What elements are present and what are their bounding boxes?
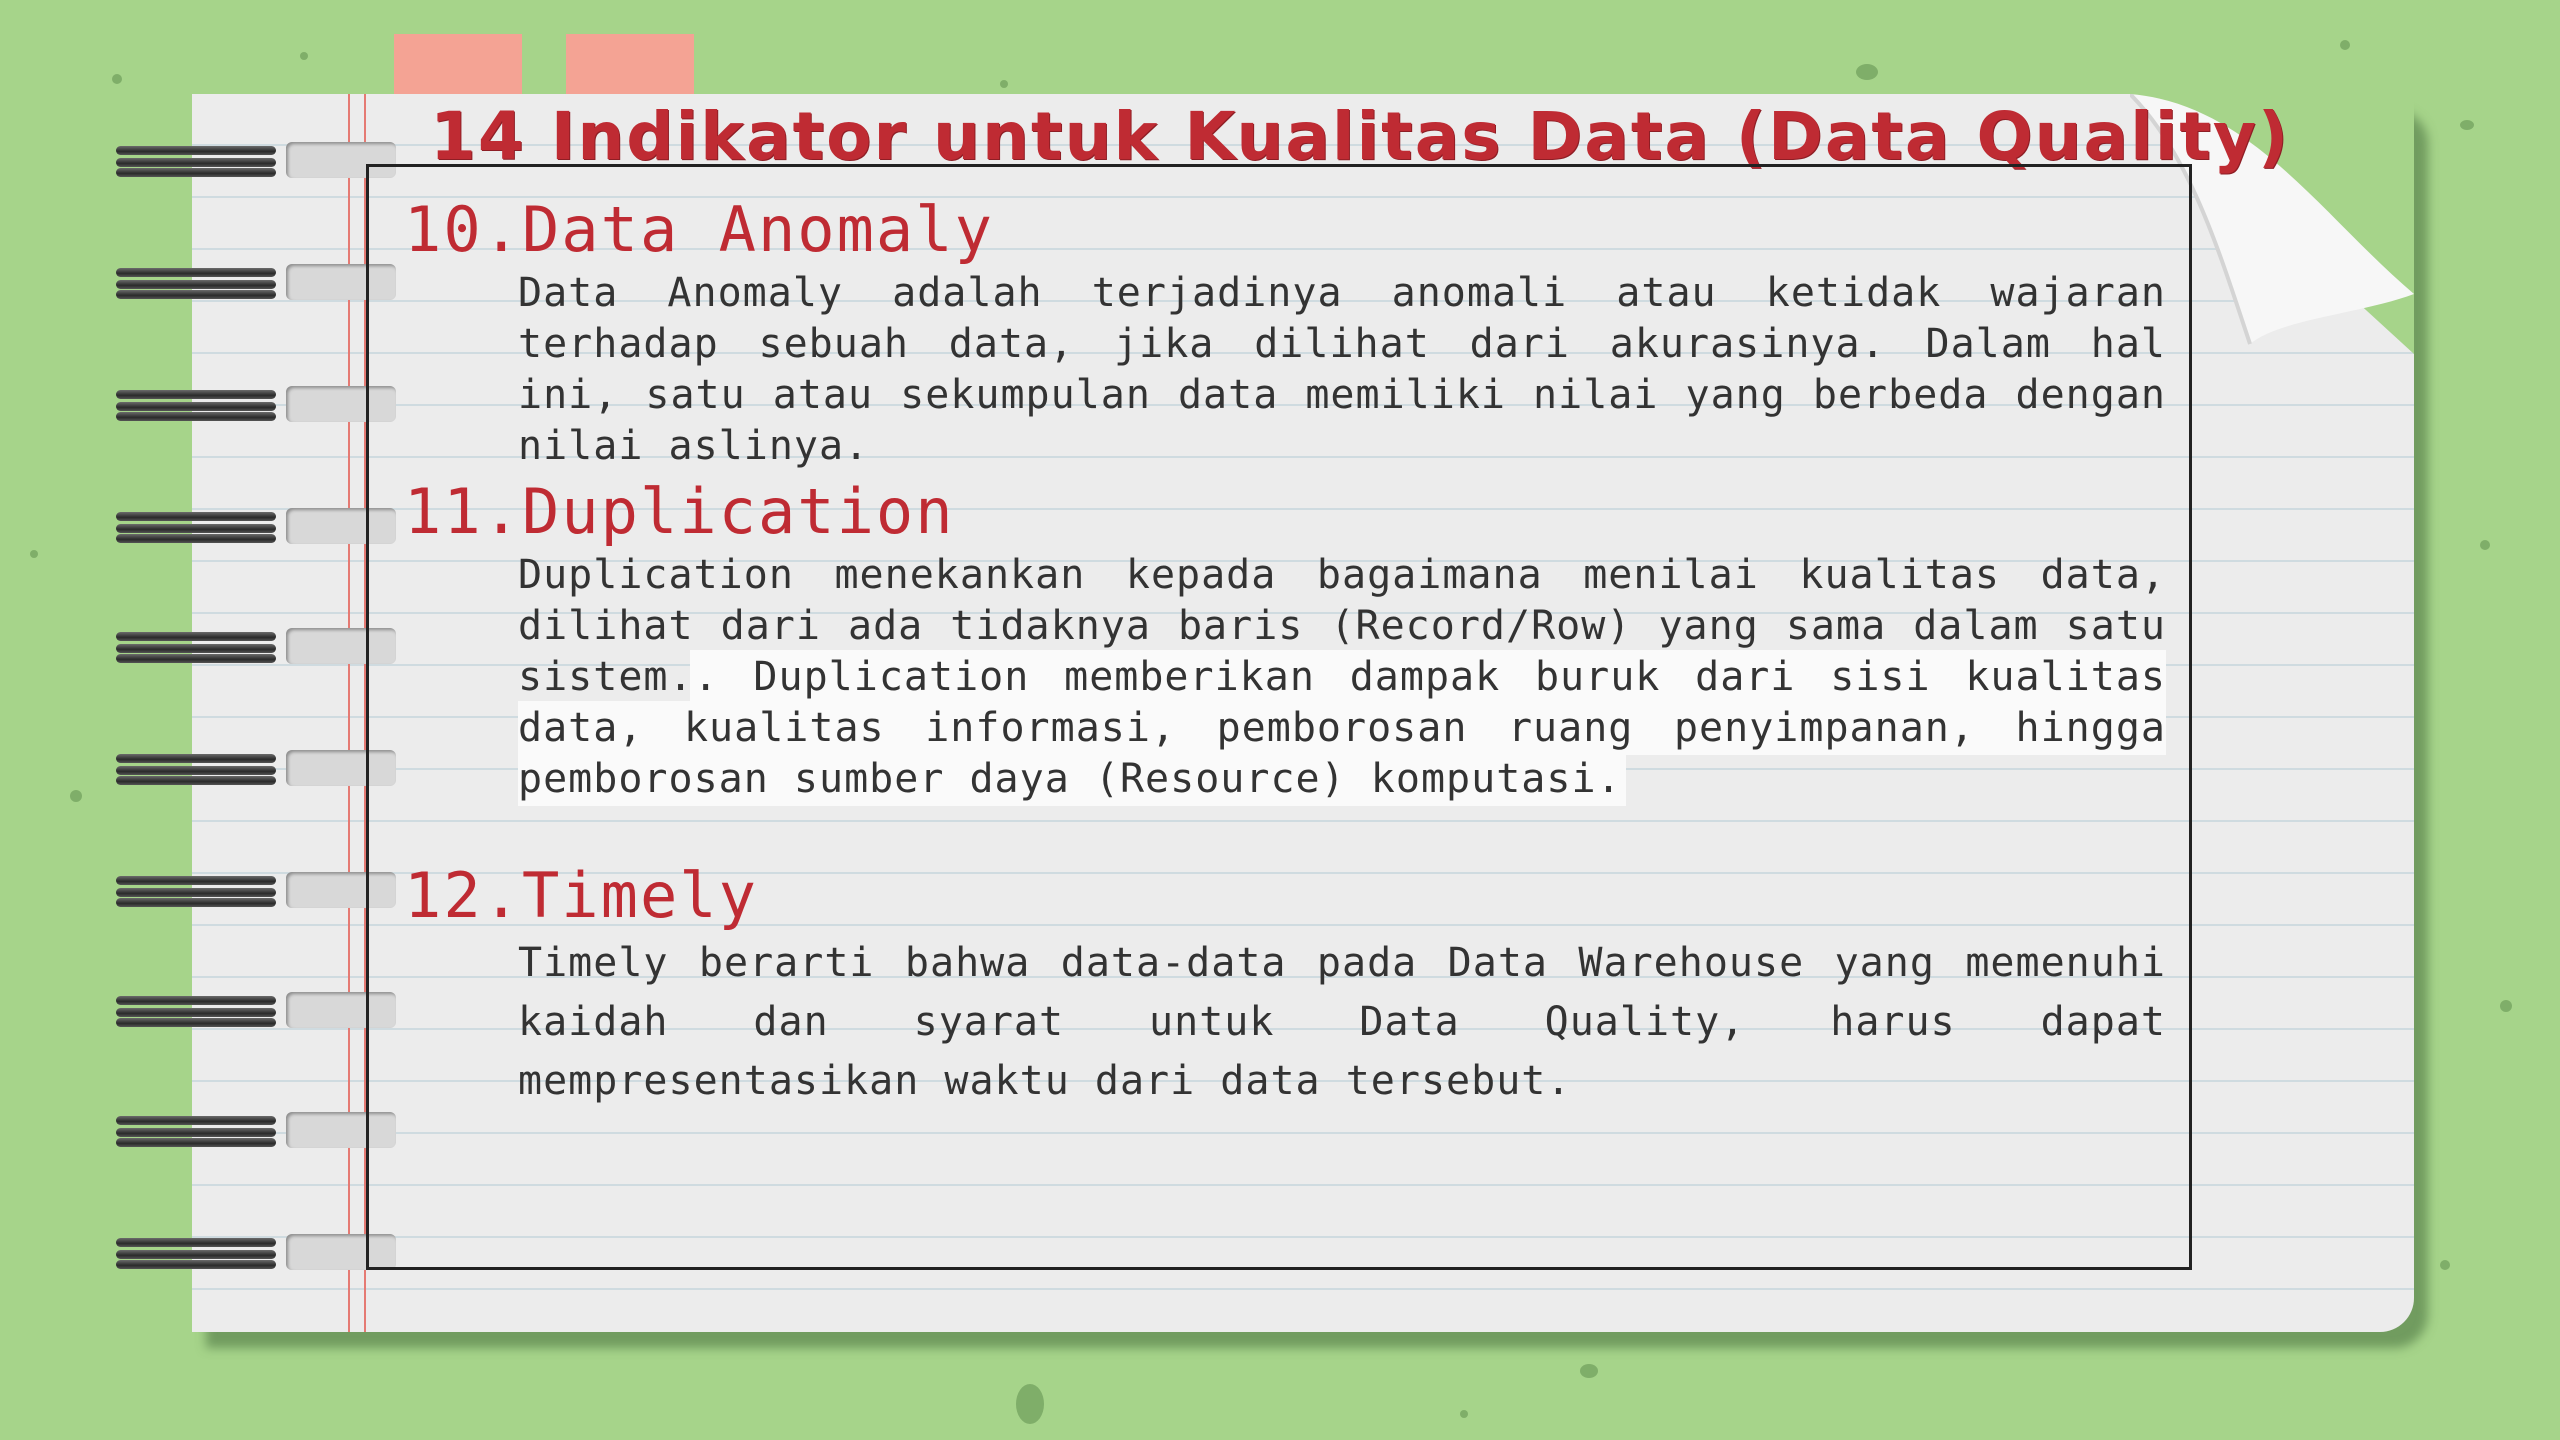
spiral-ring <box>116 866 280 910</box>
background-speck <box>1000 80 1008 88</box>
spiral-ring <box>116 744 280 788</box>
background-speck <box>2440 1260 2450 1270</box>
background-speck <box>2480 540 2490 550</box>
background-speck <box>2340 40 2350 50</box>
section-heading-data-anomaly: 10.Data Anomaly <box>404 193 994 266</box>
section-body-duplication <box>518 550 2166 805</box>
background-speck <box>70 790 82 802</box>
page-title: 14 Indikator untuk Kualitas Data (Data Quality) <box>429 98 2291 175</box>
section-body-timely: Timely berarti bahwa data-data pada Data Warehouse yang memenuhi kaidah dan syarat untuk Data Quality, harus dapat mempresentasikan waktu dari data tersebut. <box>518 940 2166 1104</box>
notebook-tab <box>394 34 522 98</box>
spiral-ring <box>116 1228 280 1272</box>
spiral-ring <box>116 502 280 546</box>
spiral-ring <box>116 1106 280 1150</box>
section-body-data-anomaly: Data Anomaly adalah terjadinya anomali atau ketidak wajaran terhadap sebuah data, jika dilihat dari akurasinya. Dalam hal ini, satu atau sekumpulan data memiliki nilai yang berbeda dengan nilai aslinya. <box>518 270 2166 469</box>
spiral-ring <box>116 258 280 302</box>
background-speck <box>1016 1384 1044 1424</box>
background-speck <box>2460 120 2474 130</box>
spiral-ring <box>116 986 280 1030</box>
duplication-body-highlight: . Duplication memberikan dampak buruk dari sisi kualitas data, kualitas informasi, pemborosan ruang penyimpanan, hingga pemborosan sumber daya (Resource) komputasi. <box>518 654 2166 802</box>
background-speck <box>1460 1410 1468 1418</box>
background-speck <box>1856 64 1878 80</box>
section-heading-duplication: 11.Duplication <box>404 475 955 548</box>
spiral-ring <box>116 380 280 424</box>
background-speck <box>1580 1364 1598 1378</box>
background-speck <box>112 74 122 84</box>
spiral-ring <box>116 622 280 666</box>
notebook-tab <box>566 34 694 98</box>
background-speck <box>2500 1000 2512 1012</box>
background-speck <box>300 52 308 60</box>
duplication-body-plain: Duplication menekankan kepada bagaimana menilai kualitas data, dilihat dari ada tidaknya baris (Record/Row) yang sama dalam satu sistem. <box>518 552 2166 700</box>
background-speck <box>30 550 38 558</box>
spiral-ring <box>116 136 280 180</box>
section-heading-timely: 12.Timely <box>404 859 758 932</box>
